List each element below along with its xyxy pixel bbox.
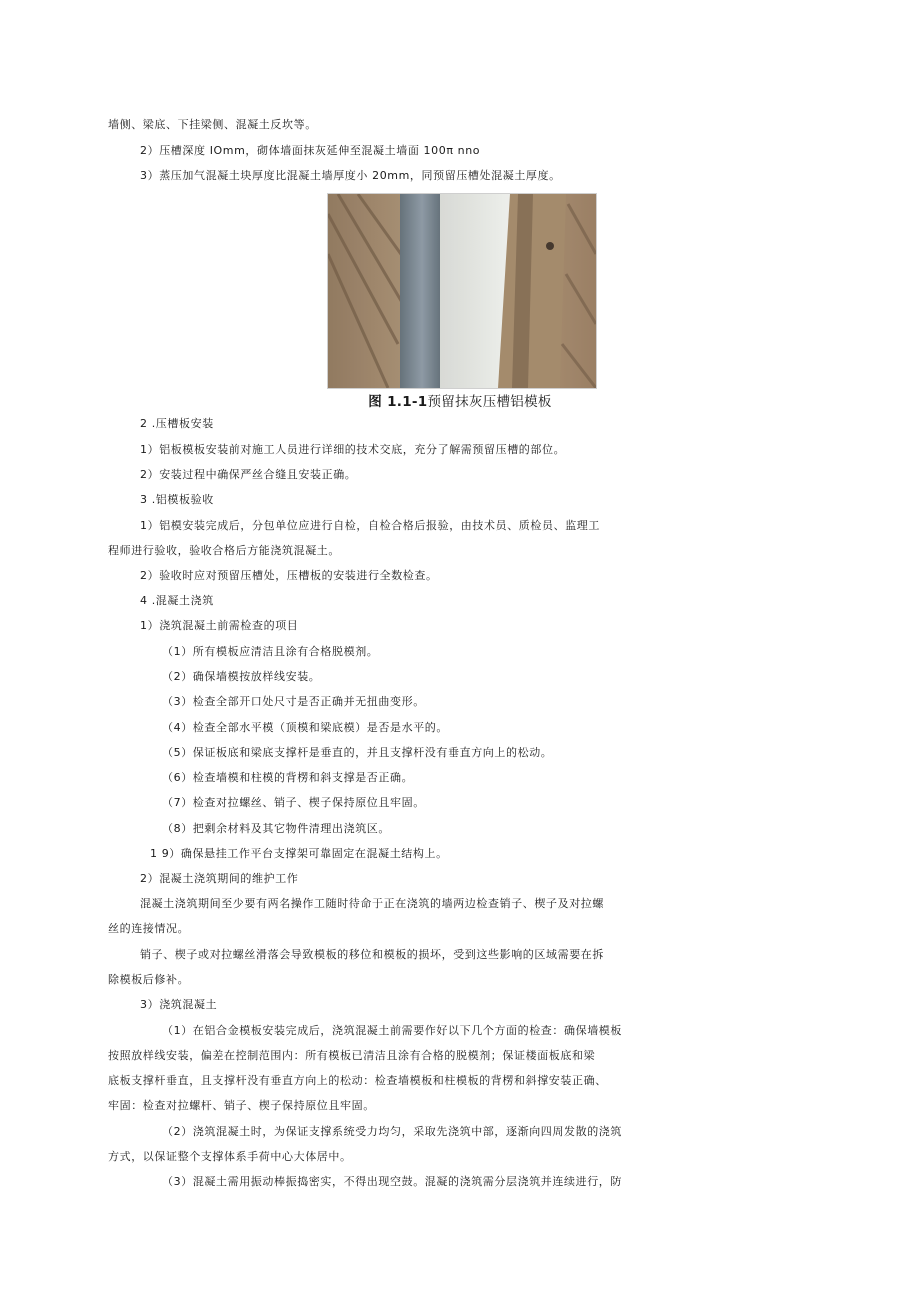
text-line: 丝的连接情况。 bbox=[108, 922, 190, 935]
formwork-photo-image bbox=[328, 194, 596, 388]
text-line: 3 .铝模板验收 bbox=[140, 493, 214, 506]
text-line: 2）混凝土浇筑期间的维护工作 bbox=[140, 872, 299, 885]
text-line: 除模板后修补。 bbox=[108, 973, 190, 986]
text-line: 墙侧、梁底、下挂梁侧、混凝土反坎等。 bbox=[108, 118, 317, 131]
figure-caption bbox=[0, 392, 920, 412]
text-line: （2）浇筑混凝土时，为保证支撑系统受力均匀，采取先浇筑中部，逐渐向四周发散的浇筑 bbox=[162, 1125, 622, 1138]
text-line: （3）混凝土需用振动棒振捣密实，不得出现空鼓。混凝的浇筑需分层浇筑并连续进行，防 bbox=[162, 1175, 622, 1188]
text-line: 2 .压槽板安装 bbox=[140, 417, 214, 430]
text-line: 按照放样线安装，偏差在控制范围内：所有模板已清洁且涂有合格的脱模剂；保证楼面板底和梁 bbox=[108, 1049, 596, 1062]
text-line: 1）浇筑混凝土前需检查的项目 bbox=[140, 619, 299, 632]
text-line: 4 .混凝土浇筑 bbox=[140, 594, 214, 607]
text-line: 3）蒸压加气混凝土块厚度比混凝土墙厚度小 20mm，同预留压槽处混凝土厚度。 bbox=[140, 169, 561, 182]
text-line: 程师进行验收，验收合格后方能浇筑混凝土。 bbox=[108, 544, 340, 557]
figure-photo-aluminum-formwork bbox=[327, 193, 597, 389]
text-line: 混凝土浇筑期间至少要有两名操作工随时待命于正在浇筑的墙两边检查销子、楔子及对拉螺 bbox=[140, 897, 604, 910]
text-line: 2）验收时应对预留压槽处，压槽板的安装进行全数检查。 bbox=[140, 569, 438, 582]
text-line: 方式，以保证整个支撑体系手荷中心大体居中。 bbox=[108, 1150, 352, 1163]
text-line: 底板支撑杆垂直，且支撑杆没有垂直方向上的松动：检查墙模板和柱模板的背楞和斜撑安装正确、 bbox=[108, 1074, 607, 1087]
figure-caption-text: 预留抹灰压槽铝模板 bbox=[427, 394, 552, 410]
text-line: （2）确保墙模按放样线安装。 bbox=[162, 670, 321, 683]
text-line: 2）安装过程中确保严丝合缝且安装正确。 bbox=[140, 468, 357, 481]
text-line: 2）压槽深度 IOmm，砌体墙面抹灰延伸至混凝土墙面 100π nno bbox=[140, 144, 481, 157]
text-line: （5）保证板底和梁底支撑杆是垂直的，并且支撑杆没有垂直方向上的松动。 bbox=[162, 746, 553, 759]
text-line: 1）铝模安装完成后，分包单位应进行自检，自检合格后报验，由技术员、质检员、监理工 bbox=[140, 519, 600, 532]
text-line: （7）检查对拉螺丝、销子、楔子保持原位且牢固。 bbox=[162, 796, 425, 809]
text-line: （4）检查全部水平模（顶模和梁底模）是否是水平的。 bbox=[162, 721, 448, 734]
text-line: （8）把剩余材料及其它物件清理出浇筑区。 bbox=[162, 822, 390, 835]
text-line: 1 9）确保悬挂工作平台支撑架可靠固定在混凝土结构上。 bbox=[150, 847, 448, 860]
text-line: （6）检查墙模和柱模的背楞和斜支撑是否正确。 bbox=[162, 771, 414, 784]
text-line: 1）铝板模板安装前对施工人员进行详细的技术交底，充分了解需预留压槽的部位。 bbox=[140, 443, 566, 456]
figure-caption-number: 图 1.1-1 bbox=[368, 394, 428, 410]
text-line: （1）所有模板应清洁且涂有合格脱模剂。 bbox=[162, 645, 379, 658]
text-line: 销子、楔子或对拉螺丝滑落会导致模板的移位和模板的损坏，受到这些影响的区域需要在拆 bbox=[140, 948, 604, 961]
text-line: 3）浇筑混凝土 bbox=[140, 998, 218, 1011]
text-line: （3）检查全部开口处尺寸是否正确并无扭曲变形。 bbox=[162, 695, 425, 708]
text-line: （1）在铝合金模板安装完成后，浇筑混凝土前需要作好以下几个方面的检查：确保墙模板 bbox=[162, 1024, 622, 1037]
text-line: 牢固：检查对拉螺杆、销子、楔子保持原位且牢固。 bbox=[108, 1099, 375, 1112]
